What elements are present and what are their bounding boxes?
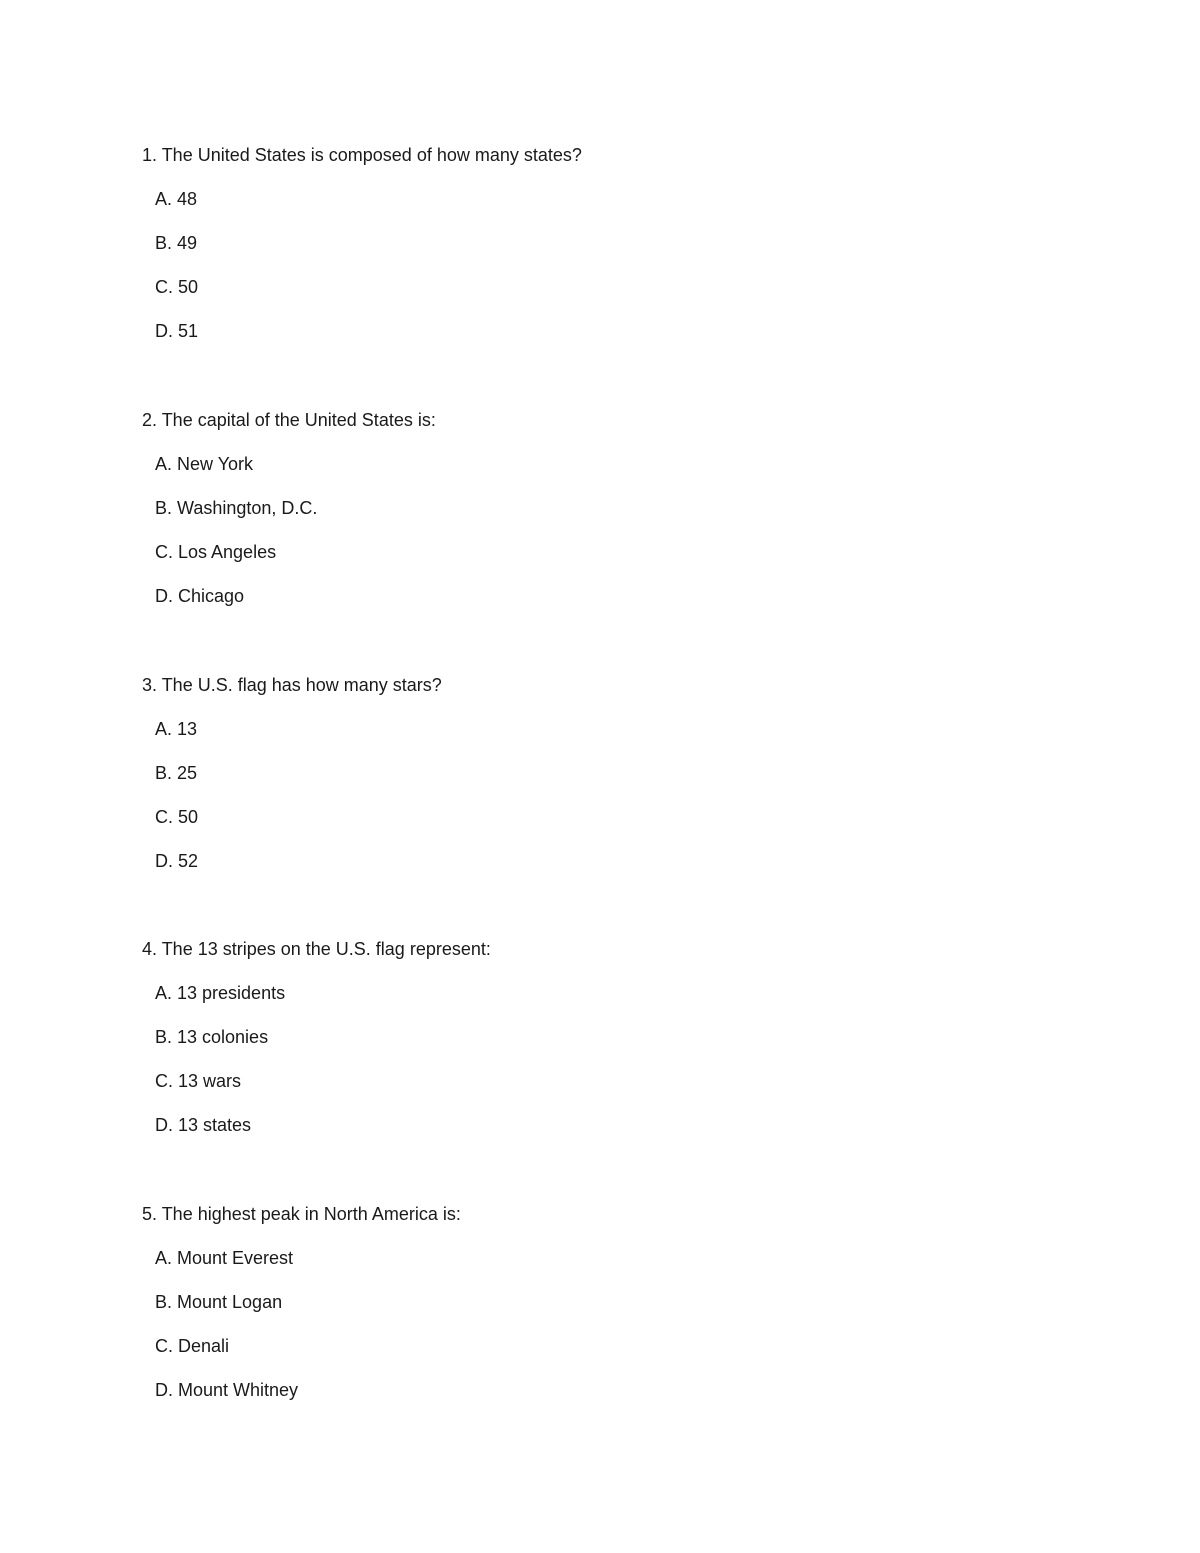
question-text: 5. The highest peak in North America is: [142, 1204, 461, 1224]
option-a: A. New York [155, 454, 254, 474]
question-text: 2. The capital of the United States is: [142, 410, 436, 430]
question-text: 1. The United States is composed of how many states? [142, 145, 582, 165]
option-c: C. 50 [155, 277, 199, 297]
option-a: A. Mount Everest [155, 1248, 294, 1268]
option-c: C. 13 wars [155, 1071, 242, 1091]
question-2 [142, 408, 1042, 608]
option-d: D. Chicago [155, 586, 245, 606]
question-text: 4. The 13 stripes on the U.S. flag represent: [142, 939, 491, 959]
option-list [142, 981, 1042, 1137]
option-b: B. 25 [155, 763, 198, 783]
option-b: B. 13 colonies [155, 1027, 269, 1047]
option-list [142, 717, 1042, 873]
option-b: B. Washington, D.C. [155, 498, 318, 518]
option-list [142, 1246, 1042, 1402]
question-4 [142, 937, 1042, 1137]
option-d: D. Mount Whitney [155, 1380, 299, 1400]
option-c: C. Denali [155, 1336, 230, 1356]
option-list [142, 452, 1042, 608]
option-b: B. Mount Logan [155, 1292, 283, 1312]
option-c: C. 50 [155, 807, 199, 827]
question-1 [142, 143, 1042, 343]
option-d: D. 52 [155, 851, 199, 871]
option-d: D. 51 [155, 321, 199, 341]
option-b: B. 49 [155, 233, 198, 253]
option-a: A. 13 [155, 719, 198, 739]
question-5 [142, 1202, 1042, 1402]
option-a: A. 48 [155, 189, 198, 209]
question-text: 3. The U.S. flag has how many stars? [142, 675, 442, 695]
option-c: C. Los Angeles [155, 542, 277, 562]
option-a: A. 13 presidents [155, 983, 286, 1003]
question-3 [142, 673, 1042, 873]
option-list [142, 187, 1042, 343]
option-d: D. 13 states [155, 1115, 252, 1135]
